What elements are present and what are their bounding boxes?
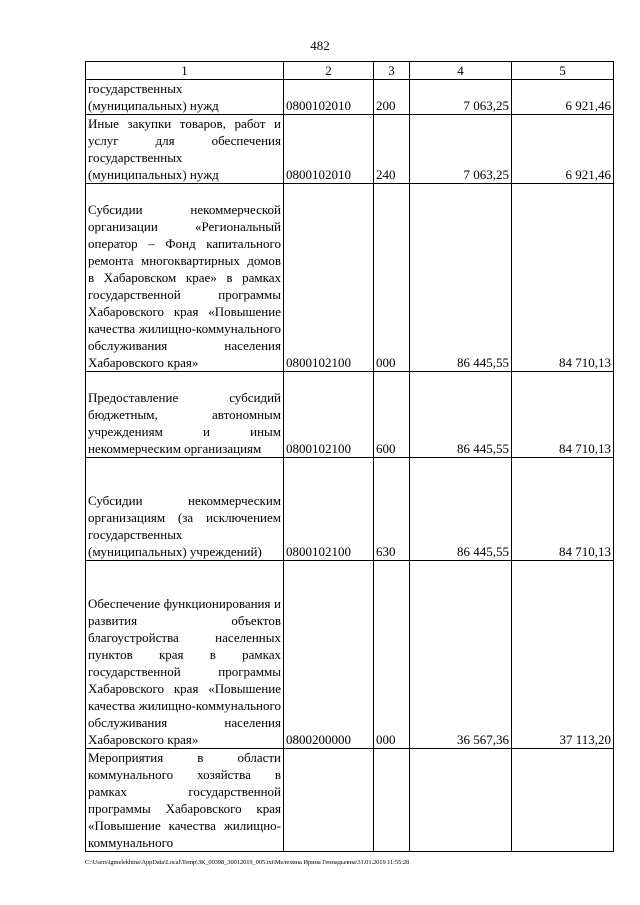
page-number: 482 <box>310 38 330 53</box>
table-row <box>86 749 614 852</box>
row-name: государственных (муниципальных) нужд <box>86 80 284 115</box>
row-code: 0800200000 <box>284 561 374 749</box>
row-code: 0800102100 <box>284 458 374 561</box>
file-path-footer: C:\Users\igmelekhina\AppData\Local\Temp\ЗК_00398_30012019_005.txt\Мелехина Ирина Геннадьевна\31.01.2019 11:55:28 <box>85 859 410 866</box>
row-value-5 <box>512 749 614 852</box>
row-name: Субсидии некоммерческим организациям (за исключением государственных (муниципальных) учреждений) <box>86 458 284 561</box>
row-name: Иные закупки товаров, работ и услуг для обеспечения государственных (муниципальных) нужд <box>86 115 284 184</box>
row-kind: 600 <box>374 372 410 458</box>
row-value-5: 84 710,13 <box>512 458 614 561</box>
row-value-4: 86 445,55 <box>410 184 512 372</box>
row-code: 0800102100 <box>284 372 374 458</box>
row-code: 0800102100 <box>284 184 374 372</box>
row-name: Субсидии некоммерческой организации «Региональный оператор – Фонд капитального ремонта многоквартирных домов в Хабаровском крае» в рамках государственной программы Хабаровского края «Повышение качества жилищно-коммунального обслуживания населения Хабаровского края» <box>86 184 284 372</box>
row-value-5: 6 921,46 <box>512 115 614 184</box>
row-value-5: 84 710,13 <box>512 372 614 458</box>
row-code <box>284 749 374 852</box>
table-row <box>86 184 614 372</box>
row-name: Обеспечение функционирования и развития объектов благоустройства населенных пунктов края в рамках государственной программы Хабаровского края «Повышение качества жилищно-коммунального обслуживания населения Хабаровского края» <box>86 561 284 749</box>
row-value-5: 6 921,46 <box>512 80 614 115</box>
row-code: 0800102010 <box>284 115 374 184</box>
row-kind: 240 <box>374 115 410 184</box>
table-row <box>86 80 614 115</box>
row-kind: 630 <box>374 458 410 561</box>
row-kind: 200 <box>374 80 410 115</box>
row-value-4: 7 063,25 <box>410 115 512 184</box>
row-value-4 <box>410 749 512 852</box>
column-header: 4 <box>410 62 512 80</box>
row-name: Предоставление субсидий бюджетным, автономным учреждениям и иным некоммерческим организациям <box>86 372 284 458</box>
row-value-5: 37 113,20 <box>512 561 614 749</box>
table-header-row <box>86 62 614 80</box>
budget-table <box>85 61 614 852</box>
table-row <box>86 115 614 184</box>
table-row <box>86 458 614 561</box>
column-header: 2 <box>284 62 374 80</box>
row-code: 0800102010 <box>284 80 374 115</box>
column-header: 3 <box>374 62 410 80</box>
table-row <box>86 561 614 749</box>
column-header: 1 <box>86 62 284 80</box>
table-row <box>86 372 614 458</box>
row-kind: 000 <box>374 184 410 372</box>
row-value-4: 7 063,25 <box>410 80 512 115</box>
row-value-4: 86 445,55 <box>410 372 512 458</box>
row-kind: 000 <box>374 561 410 749</box>
row-value-5: 84 710,13 <box>512 184 614 372</box>
column-header: 5 <box>512 62 614 80</box>
row-name: Мероприятия в области коммунального хозяйства в рамках государственной программы Хабаровского края «Повышение качества жилищно-коммунального <box>86 749 284 852</box>
row-value-4: 86 445,55 <box>410 458 512 561</box>
row-kind <box>374 749 410 852</box>
row-value-4: 36 567,36 <box>410 561 512 749</box>
